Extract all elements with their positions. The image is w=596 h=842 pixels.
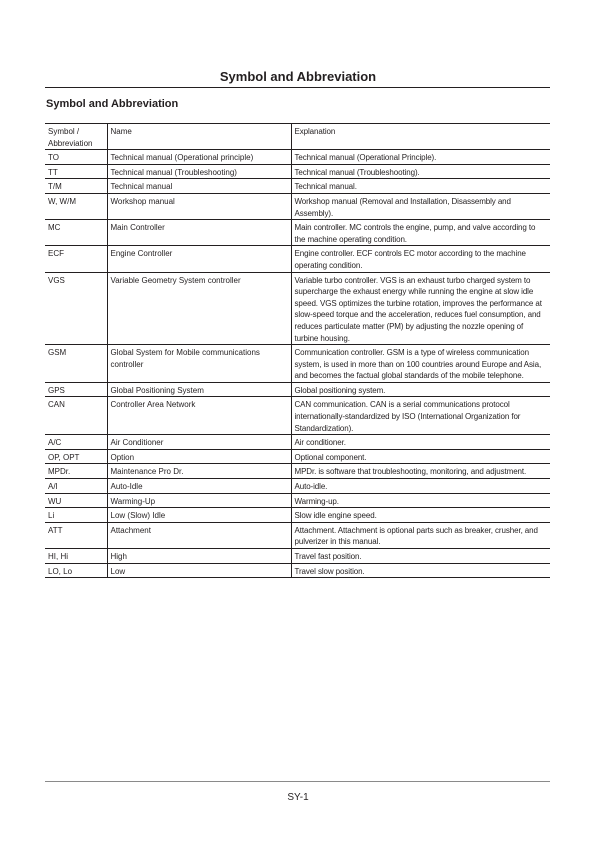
- table-row: [45, 179, 550, 194]
- cell-explanation: Auto-idle.: [291, 479, 550, 494]
- table-row: [45, 164, 550, 179]
- page-title: Symbol and Abbreviation: [219, 69, 377, 84]
- cell-explanation: Engine controller. ECF controls EC motor according to the machine operating condition.: [291, 246, 550, 272]
- cell-symbol: GPS: [48, 385, 65, 395]
- cell-name: Controller Area Network: [107, 397, 291, 435]
- table-row: [45, 479, 550, 494]
- table-body: [45, 150, 550, 578]
- column-header-name: Name: [107, 124, 291, 150]
- table-row: [45, 493, 550, 508]
- cell-explanation: MPDr. is software that troubleshooting, monitoring, and adjustment.: [291, 464, 550, 479]
- section-heading: Symbol and Abbreviation: [46, 98, 179, 110]
- cell-name: Engine Controller: [107, 246, 291, 272]
- cell-name: High: [107, 549, 291, 564]
- table-row: [45, 508, 550, 523]
- cell-name: Main Controller: [107, 220, 291, 246]
- cell-explanation: Warming-up.: [291, 493, 550, 508]
- cell-name: Option: [107, 449, 291, 464]
- cell-symbol: ATT: [48, 525, 63, 535]
- cell-name: Air Conditioner: [107, 435, 291, 450]
- cell-explanation: Main controller. MC controls the engine, pump, and valve according to the machine operating condition.: [291, 220, 550, 246]
- table-row: [45, 220, 550, 246]
- cell-symbol: A/C: [48, 438, 62, 448]
- cell-symbol: OP, OPT: [48, 452, 80, 462]
- cell-name: Warming-Up: [107, 493, 291, 508]
- cell-symbol: HI, Hi: [48, 552, 68, 561]
- cell-explanation: Workshop manual (Removal and Installation, Disassembly and Assembly).: [291, 193, 550, 219]
- table-row: [45, 563, 550, 578]
- cell-name: Global System for Mobile communications controller: [107, 345, 291, 383]
- table-row: [45, 382, 550, 397]
- table-row: [45, 435, 550, 450]
- table-row: [45, 464, 550, 479]
- cell-explanation: CAN communication. CAN is a serial communications protocol internationally-standardized by ISO (International Organization for Standardization).: [291, 397, 550, 435]
- cell-explanation: Air conditioner.: [291, 435, 550, 450]
- table-row: [45, 193, 550, 219]
- table-row: [45, 150, 550, 165]
- cell-symbol: GSM: [48, 348, 67, 358]
- table-row: [45, 246, 550, 272]
- table-row: [45, 549, 550, 564]
- cell-name: Low (Slow) Idle: [107, 508, 291, 523]
- cell-explanation: Variable turbo controller. VGS is an exhaust turbo charged system to supercharge the exhaust energy while running the engine at slow idle speed. VGS optimizes the turbine rotation, improves the performance at slow-speed torque and the acceleration, reduces fuel consumption, and reduces particulate matter (PM) by adjusting the nozzle opening of turbine housing.: [291, 272, 550, 345]
- cell-explanation: Communication controller. GSM is a type of wireless communication system, is used in more than on 100 countries around Europe and Asia, and becomes the factual global standards of the mobile telephone.: [291, 345, 550, 383]
- cell-symbol: VGS: [48, 275, 65, 285]
- cell-name: Technical manual (Operational principle): [107, 150, 291, 165]
- cell-symbol: W, W/M: [48, 196, 76, 206]
- abbreviation-table: [45, 123, 550, 578]
- table-row: [45, 345, 550, 383]
- table-header-row: [45, 124, 550, 150]
- cell-symbol: MPDr.: [48, 467, 71, 477]
- cell-symbol: WU: [48, 496, 62, 506]
- cell-explanation: Global positioning system.: [291, 382, 550, 397]
- table-row: [45, 272, 550, 345]
- cell-name: Attachment: [107, 522, 291, 548]
- cell-symbol: ECF: [48, 249, 64, 259]
- column-header-symbol: Symbol / Abbreviation: [48, 127, 93, 148]
- cell-explanation: Optional component.: [291, 449, 550, 464]
- cell-name: Global Positioning System: [107, 382, 291, 397]
- cell-explanation: Technical manual (Operational Principle).: [291, 150, 550, 165]
- cell-explanation: Technical manual (Troubleshooting).: [291, 164, 550, 179]
- cell-symbol: TO: [48, 153, 59, 163]
- cell-explanation: Technical manual.: [291, 179, 550, 194]
- cell-name: Variable Geometry System controller: [107, 272, 291, 345]
- table-row: [45, 397, 550, 435]
- cell-explanation: Slow idle engine speed.: [291, 508, 550, 523]
- table-row: [45, 522, 550, 548]
- table-row: [45, 449, 550, 464]
- cell-symbol: Li: [48, 511, 55, 521]
- page-number: SY-1: [287, 792, 309, 803]
- title-divider: [45, 87, 550, 88]
- cell-symbol: A/I: [48, 482, 58, 492]
- cell-name: Maintenance Pro Dr.: [107, 464, 291, 479]
- cell-name: Technical manual: [107, 179, 291, 194]
- cell-explanation: Attachment. Attachment is optional parts such as breaker, crusher, and pulverizer in this manual.: [291, 522, 550, 548]
- cell-symbol: T/M: [48, 182, 62, 192]
- cell-symbol: TT: [48, 167, 58, 177]
- cell-name: Auto-Idle: [107, 479, 291, 494]
- column-header-explanation: Explanation: [291, 124, 550, 150]
- cell-symbol: LO, Lo: [48, 566, 73, 576]
- table-header: [45, 124, 550, 150]
- cell-name: Workshop manual: [107, 193, 291, 219]
- cell-symbol: MC: [48, 223, 61, 233]
- cell-explanation: Travel fast position.: [291, 549, 550, 564]
- cell-explanation: Travel slow position.: [291, 563, 550, 578]
- cell-name: Low: [107, 563, 291, 578]
- cell-symbol: CAN: [48, 400, 65, 410]
- cell-name: Technical manual (Troubleshooting): [107, 164, 291, 179]
- footer-divider: [45, 781, 550, 782]
